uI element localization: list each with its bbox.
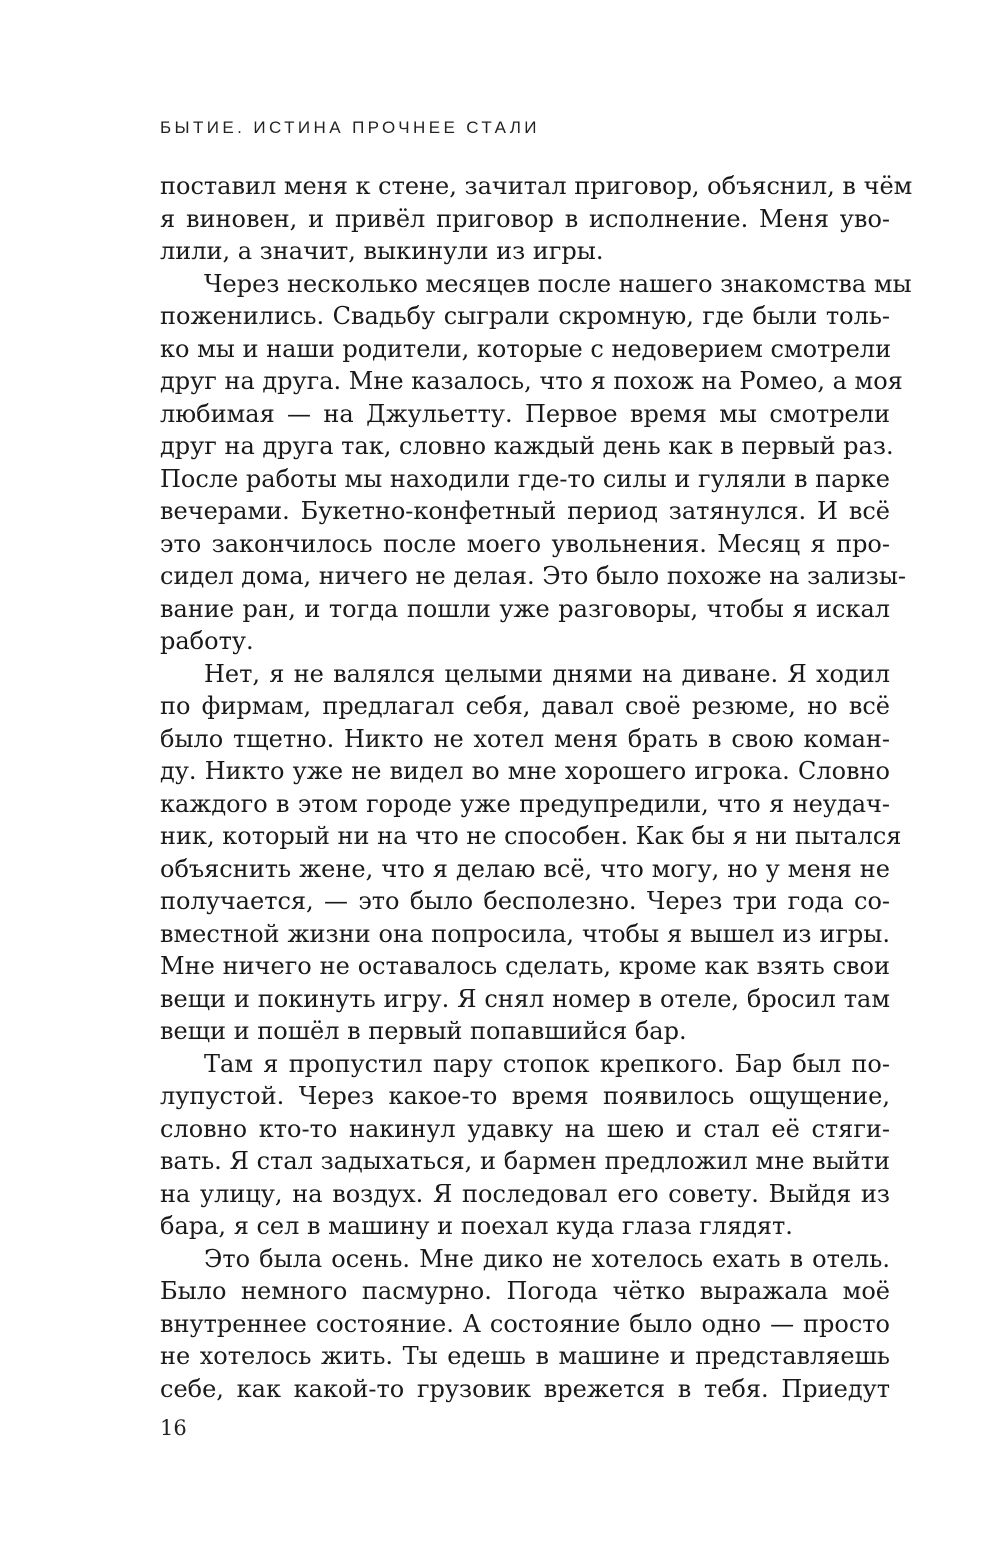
text-line: Мне ничего не оставалось сделать, кроме как взять свои (160, 952, 890, 980)
text-line: это закончилось после моего увольнения. Месяц я про- (160, 529, 890, 558)
text-line: Нет, я не валялся целыми днями на диване. Я ходил (204, 659, 890, 688)
text-line: лупустой. Через какое-то время появилось ощущение, (160, 1082, 890, 1110)
text-line: друг на друга так, словно каждый день как в первый раз. (160, 432, 894, 460)
text-line: по фирмам, предлагал себя, давал своё резюме, но всё (160, 692, 890, 720)
text-line: было тщетно. Никто не хотел меня брать в свою коман- (160, 724, 890, 753)
text-line: каждого в этом городе уже предупредили, что я неудач- (160, 789, 890, 818)
text-line: сидел дома, ничего не делая. Это было похоже на зализы- (160, 562, 907, 590)
text-line: Было немного пасмурно. Погода чётко выражала моё (160, 1277, 890, 1305)
text-line: бара, я сел в машину и поехал куда глаза глядят. (160, 1212, 793, 1240)
text-line: лили, а значит, выкинули из игры. (160, 237, 604, 265)
text-line: получается, — это было бесполезно. Через три года со- (160, 887, 890, 915)
text-line: вание ран, и тогда пошли уже разговоры, чтобы я искал (160, 594, 890, 623)
text-line: вещи и пошёл в первый попавшийся бар. (160, 1017, 687, 1045)
paragraph-5 (160, 1243, 890, 1406)
text-line: вещи и покинуть игру. Я снял номер в отеле, бросил там (160, 984, 890, 1013)
text-line: Это была осень. Мне дико не хотелось ехать в отель. (204, 1244, 890, 1273)
text-line: После работы мы находили где-то силы и гуляли в парке (160, 464, 890, 493)
text-line: поставил меня к стене, зачитал приговор, объяснил, в чём (160, 172, 913, 200)
text-line: Там я пропустил пару стопок крепкого. Бар был по- (204, 1049, 890, 1078)
text-line: ко мы и наши родители, которые с недоверием смотрели (160, 334, 892, 363)
text-line: словно кто-то накинул удавку на шею и стал её стяги- (160, 1114, 890, 1143)
paragraph-4 (160, 1048, 890, 1243)
body-text (160, 170, 913, 1405)
text-line: я виновен, и привёл приговор в исполнение. Меня уво- (160, 204, 890, 233)
text-line: объяснить жене, что я делаю всё, что могу, но у меня не (160, 854, 890, 883)
text-line: не хотелось жить. Ты едешь в машине и представляешь (160, 1342, 890, 1370)
text-line: друг на друга. Мне казалось, что я похож на Ромео, а моя (160, 367, 903, 395)
text-line: на улицу, на воздух. Я последовал его совету. Выйдя из (160, 1179, 890, 1208)
text-line: Через несколько месяцев после нашего знакомства мы (204, 269, 912, 298)
text-line: себе, как какой-то грузовик врежется в тебя. Приедут (160, 1374, 890, 1403)
text-line: работу. (160, 627, 254, 655)
text-line: ду. Никто уже не видел во мне хорошего игрока. Словно (160, 757, 890, 785)
paragraph-2 (160, 268, 912, 658)
text-line: вать. Я стал задыхаться, и бармен предложил мне выйти (160, 1147, 890, 1175)
text-line: внутреннее состояние. А состояние было одно — просто (160, 1309, 890, 1338)
running-head: БЫТИЕ. ИСТИНА ПРОЧНЕЕ СТАЛИ (160, 118, 540, 137)
page-number: 16 (160, 1416, 187, 1440)
text-line: вечерами. Букетно-конфетный период затянулся. И всё (160, 497, 890, 525)
text-line: поженились. Свадьбу сыграли скромную, где были толь- (160, 302, 890, 330)
text-line: вместной жизни она попросила, чтобы я вышел из игры. (160, 919, 890, 948)
paragraph-3 (160, 658, 902, 1048)
text-line: ник, который ни на что не способен. Как бы я ни пытался (160, 822, 902, 850)
paragraph-1 (160, 170, 913, 268)
text-line: любимая — на Джульетту. Первое время мы смотрели (160, 399, 890, 428)
